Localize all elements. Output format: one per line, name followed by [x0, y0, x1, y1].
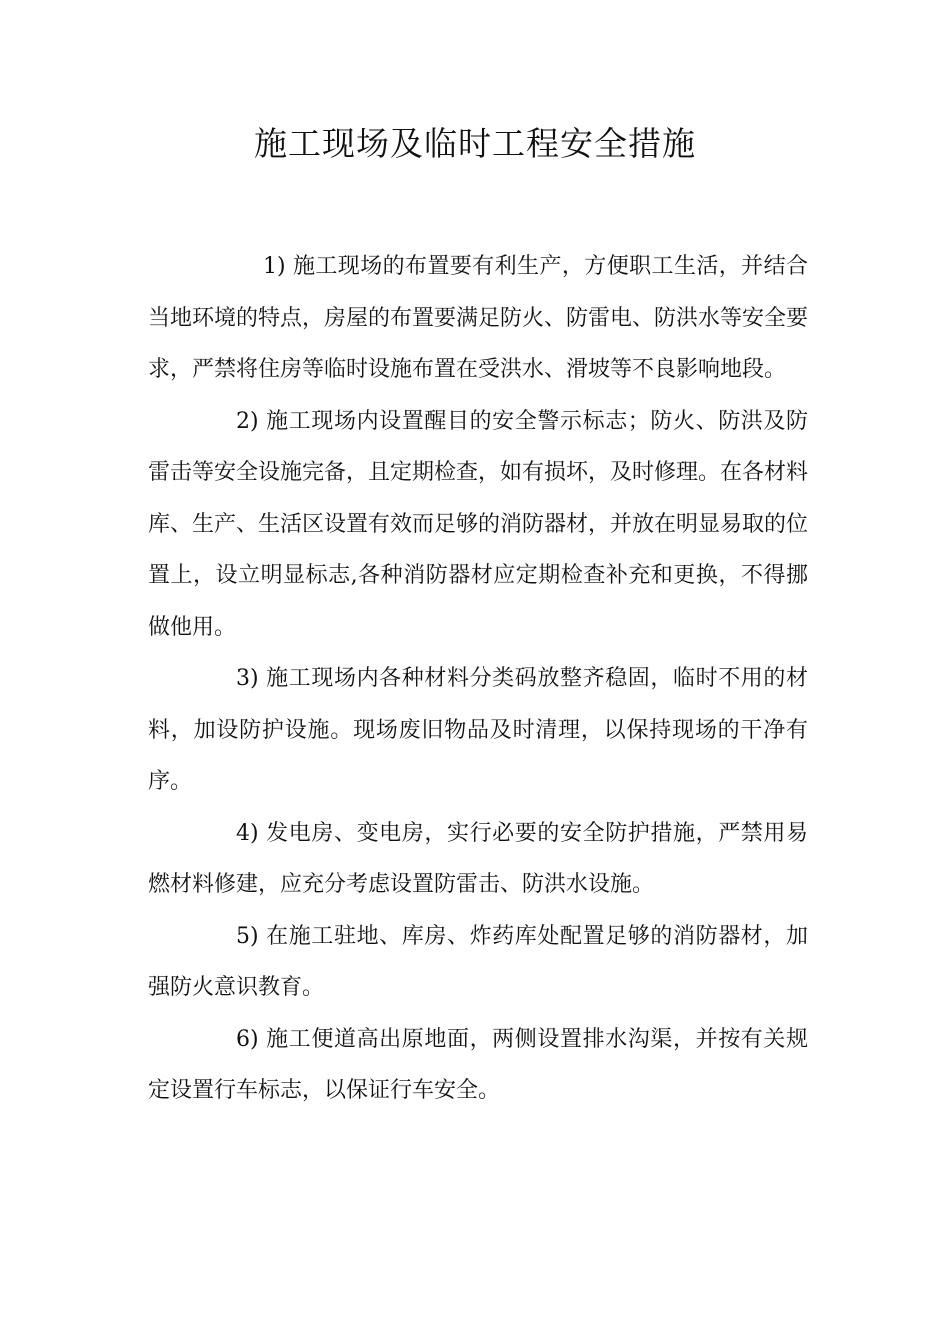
document-title: 施工现场及临时工程安全措施 — [254, 124, 696, 163]
paragraph-2: 2) 施工现场内设置醒目的安全警示标志；防火、防洪及防雷击等安全设施完备，且定期检查，如有损坏，及时修理。在各材料库、生产、生活区设置有效而足够的消防器材，并放在明显易取的位置上，设立明显标志,各种消防器材应定期检查补充和更换，不得挪做他用。 — [148, 408, 809, 640]
paragraph-1: 1) 施工现场的布置要有利生产，方便职工生活，并结合当地环境的特点，房屋的布置要满足防火、防雷电、防洪水等安全要求，严禁将住房等临时设施布置在受洪水、滑坡等不良影响地段。 — [148, 254, 809, 382]
paragraph-4: 4) 发电房、变电房，实行必要的安全防护措施，严禁用易燃材料修建，应充分考虑设置防雷击、防洪水设施。 — [148, 820, 808, 897]
paragraph-3: 3) 施工现场内各种材料分类码放整齐稳固，临时不用的材料，加设防护设施。现场废旧物品及时清理，以保持现场的干净有序。 — [148, 666, 808, 794]
paragraph-6: 6) 施工便道高出原地面，两侧设置排水沟渠，并按有关规定设置行车标志，以保证行车安全。 — [148, 1026, 808, 1103]
document-body — [148, 241, 808, 1117]
paragraph-5: 5) 在施工驻地、库房、炸药库处配置足够的消防器材，加强防火意识教育。 — [148, 923, 808, 1000]
